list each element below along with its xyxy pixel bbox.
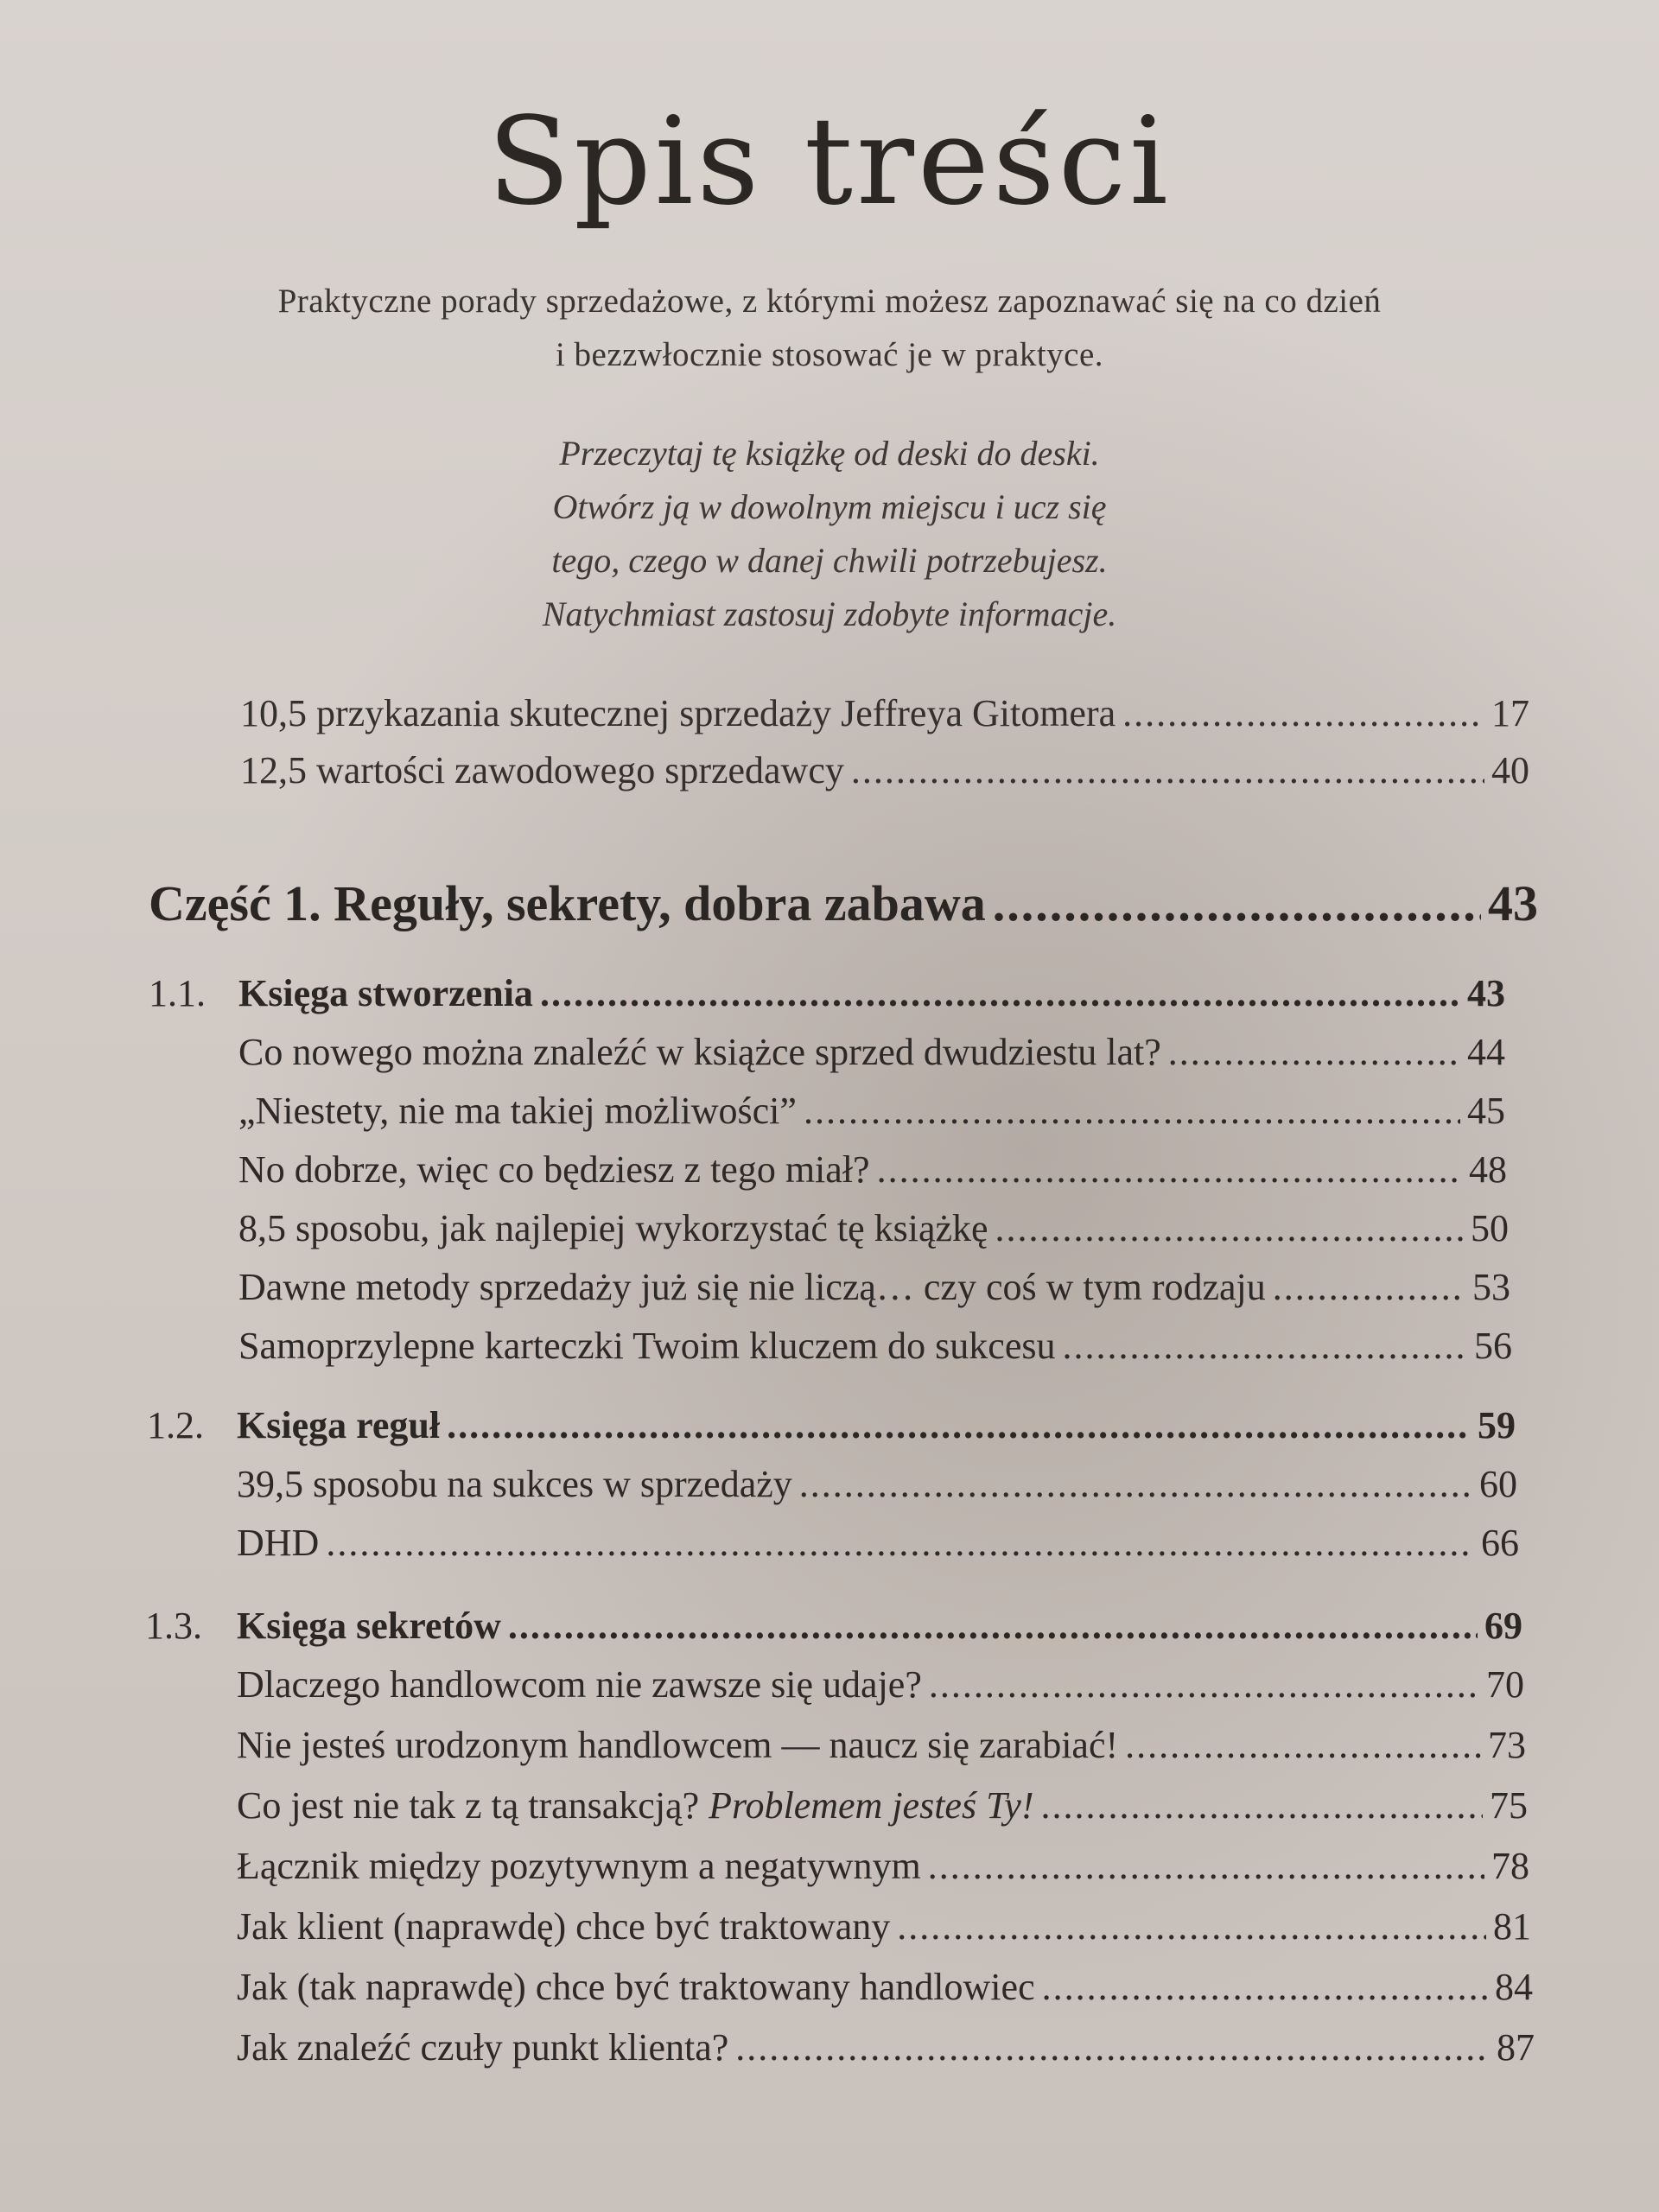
- toc-entry: [237, 1844, 1529, 1904]
- toc-page-number: 56: [1474, 1325, 1512, 1367]
- toc-label: Jak (tak naprawdę) chce być traktowany handlowiec: [237, 1966, 1035, 2008]
- toc-entry: [237, 1723, 1526, 1783]
- toc-preface-2: [240, 748, 1529, 809]
- toc-page-number: 73: [1488, 1724, 1526, 1766]
- toc-entry: [238, 1147, 1507, 1208]
- toc-page-number: 48: [1469, 1148, 1507, 1191]
- toc-entry: [238, 1030, 1505, 1090]
- toc-label: Dawne metody sprzedaży już się nie liczą… czy coś w tym rodzaju: [238, 1266, 1266, 1308]
- toc-chapter-1-3: [145, 1604, 1522, 1664]
- toc-label: Łącznik między pozytywnym a negatywnym: [237, 1845, 921, 1887]
- toc-label: DHD: [237, 1522, 320, 1564]
- toc-leader: [1062, 1324, 1467, 1368]
- toc-leader: [447, 1403, 1471, 1447]
- toc-entry: [237, 1904, 1531, 1965]
- intro-line-2: i bezzwłocznie stosować je w praktyce.: [555, 336, 1104, 373]
- motto-line-2: Otwórz ją w dowolnym miejscu i ucz się: [552, 487, 1107, 526]
- toc-leader: [1168, 1030, 1460, 1074]
- toc-leader: [929, 1662, 1479, 1707]
- toc-leader: [508, 1604, 1478, 1648]
- toc-leader: [804, 1089, 1460, 1133]
- toc-label: 10,5 przykazania skutecznej sprzedaży Jeffreya Gitomera: [240, 692, 1116, 734]
- toc-page-number: 50: [1471, 1207, 1509, 1249]
- toc-page-number: 66: [1481, 1522, 1519, 1564]
- toc-leader: [1040, 1783, 1483, 1827]
- toc-entry: [237, 1965, 1533, 2025]
- toc-part-label: Część 1. Reguły, sekrety, dobra zabawa: [149, 875, 986, 931]
- toc-label: Samoprzylepne karteczki Twoim kluczem do sukcesu: [238, 1325, 1056, 1367]
- toc-page-number: 87: [1497, 2026, 1535, 2069]
- toc-label: Jak znaleźć czuły punkt klienta?: [237, 2026, 729, 2069]
- toc-page-number: 45: [1467, 1090, 1505, 1132]
- toc-entry: [237, 1462, 1517, 1522]
- toc-leader: [851, 748, 1484, 792]
- toc-preface-1: [240, 691, 1529, 752]
- toc-page-number: 70: [1486, 1663, 1524, 1706]
- toc-page-number: 78: [1491, 1845, 1529, 1887]
- toc-part-1: [149, 874, 1538, 952]
- toc-chapter-label: Księga stworzenia: [238, 972, 533, 1014]
- toc-entry: [237, 2025, 1535, 2086]
- toc-entry: [237, 1783, 1528, 1844]
- toc-leader: [1125, 1723, 1481, 1767]
- toc-entry: [238, 1206, 1509, 1267]
- toc-label: 39,5 sposobu na sukces w sprzedaży: [237, 1463, 792, 1505]
- toc-page-number: 81: [1493, 1905, 1531, 1948]
- toc-chapter-label: Księga sekretów: [237, 1605, 501, 1647]
- toc-page-number: 84: [1495, 1966, 1533, 2008]
- toc-entry: [238, 1089, 1505, 1149]
- intro-line-1: Praktyczne porady sprzedażowe, z którymi możesz zapoznawać się na co dzień: [277, 283, 1382, 320]
- toc-leader: [897, 1904, 1486, 1948]
- toc-chapter-number: 1.3.: [145, 1605, 202, 1647]
- toc-entry: [238, 1324, 1512, 1384]
- toc-page-number: 53: [1472, 1266, 1510, 1308]
- toc-leader: [1122, 691, 1484, 735]
- toc-label: 12,5 wartości zawodowego sprzedawcy: [240, 749, 844, 791]
- toc-leader: [735, 2025, 1490, 2069]
- motto-line-1: Przeczytaj tę książkę od deski do deski.: [559, 434, 1100, 473]
- toc-chapter-number: 1.1.: [149, 972, 206, 1014]
- intro-text: [0, 275, 1659, 382]
- toc-page-number: 17: [1491, 692, 1529, 734]
- toc-entry: [237, 1521, 1519, 1581]
- toc-entry: [238, 1265, 1510, 1325]
- toc-page-number: 60: [1479, 1463, 1517, 1505]
- toc-page-number: 69: [1484, 1605, 1522, 1647]
- toc-label: [237, 1783, 1033, 1827]
- toc-label: Co nowego można znaleźć w książce sprzed dwudziestu lat?: [238, 1031, 1161, 1073]
- toc-label-text: Co jest nie tak z tą transakcją?: [237, 1784, 700, 1827]
- motto-line-4: Natychmiast zastosuj zdobyte informacje.: [542, 594, 1117, 633]
- toc-chapter-1-2: [147, 1403, 1516, 1464]
- toc-page-number: 43: [1488, 875, 1538, 931]
- toc-label: „Niestety, nie ma takiej możliwości”: [238, 1090, 797, 1132]
- toc-page-number: 44: [1467, 1031, 1505, 1073]
- toc-label: No dobrze, więc co będziesz z tego miał?: [238, 1148, 870, 1191]
- toc-label: Nie jesteś urodzonym handlowcem — naucz się zarabiać!: [237, 1724, 1119, 1766]
- toc-leader: [540, 971, 1460, 1015]
- page-title: Spis treści: [487, 92, 1172, 232]
- toc-leader: [1273, 1265, 1465, 1309]
- toc-page-number: 43: [1467, 972, 1505, 1014]
- toc-label: Jak klient (naprawdę) chce być traktowany: [237, 1905, 891, 1948]
- toc-leader: [928, 1844, 1484, 1888]
- toc-leader: [995, 1206, 1464, 1250]
- toc-chapter-label: Księga reguł: [237, 1404, 441, 1446]
- toc-chapter-number: 1.2.: [147, 1404, 204, 1446]
- toc-leader: [326, 1521, 1474, 1565]
- toc-page-number: 59: [1478, 1404, 1516, 1446]
- toc-leader: [799, 1462, 1472, 1506]
- toc-label-italic: Problemem jesteś Ty!: [709, 1784, 1034, 1827]
- toc-leader: [993, 874, 1481, 932]
- toc-page-number: 75: [1490, 1784, 1528, 1827]
- toc-leader: [877, 1147, 1462, 1192]
- motto-text: [0, 427, 1659, 641]
- toc-chapter-1-1: [149, 971, 1505, 1032]
- toc-label: Dlaczego handlowcom nie zawsze się udaje?: [237, 1663, 922, 1706]
- toc-entry: [237, 1662, 1524, 1723]
- toc-label: 8,5 sposobu, jak najlepiej wykorzystać tę książkę: [238, 1207, 988, 1249]
- motto-line-3: tego, czego w danej chwili potrzebujesz.: [551, 541, 1108, 580]
- toc-leader: [1042, 1965, 1488, 2009]
- toc-page-number: 40: [1491, 749, 1529, 791]
